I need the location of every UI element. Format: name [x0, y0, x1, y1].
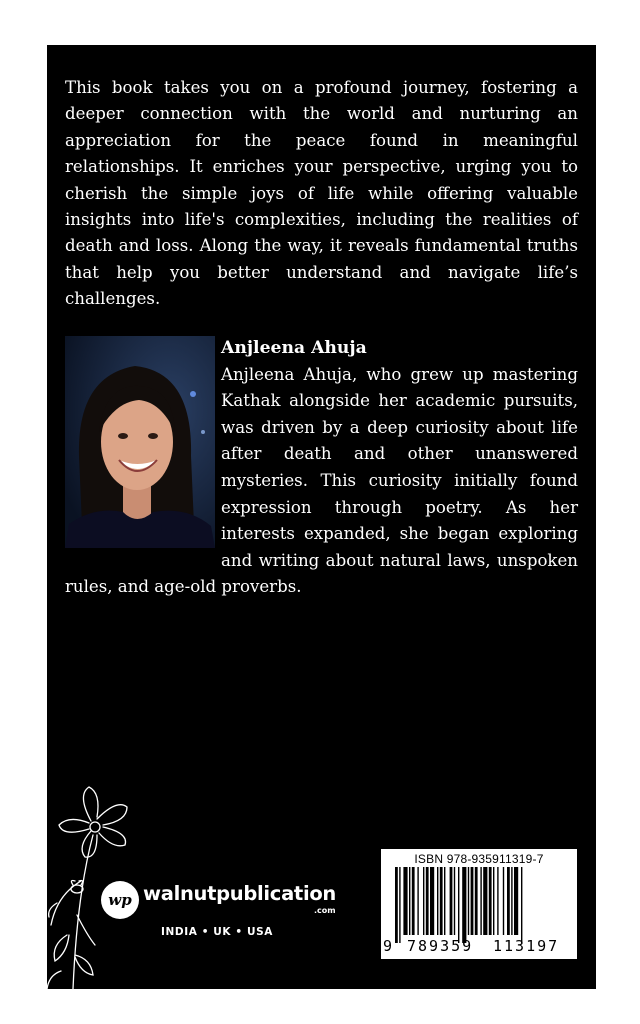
barcode-bar: [417, 867, 418, 935]
publisher-name: walnutpublication: [143, 882, 337, 905]
author-portrait-illustration: [65, 336, 215, 548]
barcode-bar: [462, 867, 466, 943]
barcode-right-digits: 113197: [493, 937, 560, 955]
publisher-logo: wp: [101, 881, 139, 919]
barcode-bar: [450, 867, 453, 935]
barcode-bar: [489, 867, 492, 935]
barcode-bar: [412, 867, 415, 935]
barcode-bar: [468, 867, 469, 935]
barcode-bar: [403, 867, 407, 935]
barcode-bar: [497, 867, 498, 935]
barcode-bar: [514, 867, 518, 935]
isbn-label: ISBN 978-935911319-7: [414, 852, 544, 866]
barcode-bar: [521, 867, 522, 943]
barcode-bar: [503, 867, 504, 935]
barcode-bar: [437, 867, 438, 935]
publisher-domain: .com: [314, 906, 336, 915]
barcode-bar: [507, 867, 510, 935]
barcode-bar: [511, 867, 512, 935]
barcode-bar: [493, 867, 494, 935]
barcode-bar: [480, 867, 481, 935]
barcode-bar: [426, 867, 429, 935]
barcode-bar: [395, 867, 398, 943]
barcode-bar: [399, 867, 400, 943]
publisher-block: [101, 881, 361, 941]
publisher-countries: INDIA • UK • USA: [161, 926, 273, 938]
back-cover: [47, 45, 596, 989]
barcode-bar: [483, 867, 487, 935]
author-bio: Anjleena Ahuja, who grew up mastering Kathak alongside her academic pursuits, was driven by a deep curiosity about life after death and other unanswered mysteries. This curiosity initially found expression through poetry. As her interests expanded, she began exploring and writing about natural laws, unspoken rules, and age-old proverbs.: [65, 364, 578, 597]
barcode-bar: [440, 867, 443, 935]
barcode-bar: [471, 867, 474, 935]
barcode-bar: [430, 867, 434, 935]
barcode-first-digit: 9: [383, 937, 393, 955]
author-section: [65, 335, 578, 601]
barcode-bar: [458, 867, 459, 943]
author-photo: [65, 336, 215, 548]
barcode-bar: [409, 867, 410, 935]
author-name: Anjleena Ahuja: [221, 338, 367, 358]
barcode-left-digits: 789359: [407, 937, 474, 955]
barcode-bar: [444, 867, 445, 935]
barcode-bar: [454, 867, 455, 935]
book-blurb: This book takes you on a profound journey, fostering a deeper connection with the world and nurturing an appreciation for the peace found in meaningful relationships. It enriches your perspective, urging you to cherish the simple joys of life while offering valuable insights into life's complexities, including the realities of death and loss. Along the way, it reveals fundamental truths that help you better understand and navigate life’s challenges.: [65, 78, 578, 309]
isbn-barcode: [381, 849, 577, 959]
barcode-bar: [423, 867, 424, 935]
barcode-bar: [475, 867, 478, 935]
